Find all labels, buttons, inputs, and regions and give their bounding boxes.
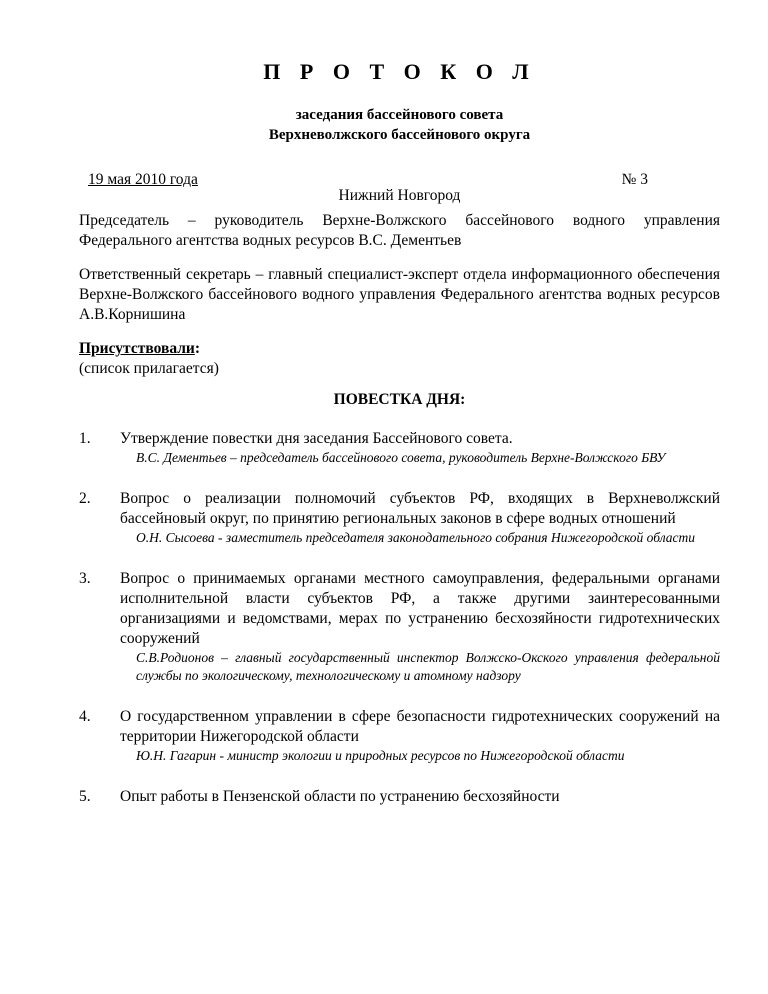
agenda-item <box>79 489 720 547</box>
subtitle-line-1: заседания бассейнового совета <box>295 107 504 123</box>
protocol-number: № 3 <box>621 171 648 188</box>
subtitle-line-2: Верхневолжского бассейнового округа <box>268 127 531 143</box>
agenda-item <box>79 787 720 807</box>
agenda-item-number: 4. <box>79 708 91 725</box>
agenda-item-speaker: В.С. Дементьев – председатель бассейнового совета, руководитель Верхне-Волжского БВУ <box>136 450 666 465</box>
agenda-item-text: О государственном управлении в сфере безопасности гидротехнических сооружений на территории Нижегородской области <box>120 708 720 745</box>
document-page <box>79 58 720 829</box>
chairman-paragraph: Председатель – руководитель Верхне-Волжского бассейнового водного управления Федерального агентства водных ресурсов В.С. Дементьев <box>79 212 720 249</box>
meeting-date: 19 мая 2010 года <box>88 171 198 188</box>
attendance-section <box>79 339 720 379</box>
attendance-colon: : <box>194 340 201 357</box>
agenda-item-speaker: О.Н. Сысоева - заместитель председателя законодательного собрания Нижегородской области <box>136 530 695 545</box>
meeting-city: Нижний Новгород <box>338 187 461 204</box>
agenda-item-number: 5. <box>79 788 91 805</box>
document-subtitle <box>79 105 720 145</box>
attendance-label: Присутствовали <box>79 340 195 357</box>
agenda-item-text: Утверждение повестки дня заседания Бассейнового совета. <box>120 430 513 447</box>
agenda-item-speaker: Ю.Н. Гагарин - министр экологии и природных ресурсов по Нижегородской области <box>136 748 625 763</box>
secretary-paragraph: Ответственный секретарь – главный специалист-эксперт отдела информационного обеспечения Верхне-Волжского бассейнового водного управления Федерального агентства водных ресурсов А.В.Корнишина <box>79 266 720 323</box>
agenda-item-number: 3. <box>79 570 91 587</box>
agenda-item-speaker: С.В.Родионов – главный государственный инспектор Волжско-Окского управления федеральной службы по экологическому, технологическому и атомному надзору <box>136 650 720 683</box>
agenda-item-text: Опыт работы в Пензенской области по устранению бесхозяйности <box>120 788 560 805</box>
agenda-item-number: 2. <box>79 490 91 507</box>
agenda-item-text: Вопрос о реализации полномочий субъектов РФ, входящих в Верхневолжский бассейновый округ, по принятию региональных законов в сфере водных отношений <box>120 490 720 527</box>
agenda-list <box>79 429 720 807</box>
agenda-title: ПОВЕСТКА ДНЯ: <box>333 391 466 408</box>
attendance-note: (список прилагается) <box>79 360 219 377</box>
date-line <box>79 171 720 211</box>
agenda-item-number: 1. <box>79 430 91 447</box>
agenda-item-text: Вопрос о принимаемых органами местного самоуправления, федеральными органами исполнительной власти субъектов РФ, а также другими заинтересованными организациями и ведомствами, мерах по устранению бесхозяйности гидротехнических сооружений <box>120 570 720 647</box>
document-title: П Р О Т О К О Л <box>263 59 536 84</box>
agenda-item <box>79 707 720 765</box>
agenda-item <box>79 569 720 685</box>
agenda-item <box>79 429 720 467</box>
